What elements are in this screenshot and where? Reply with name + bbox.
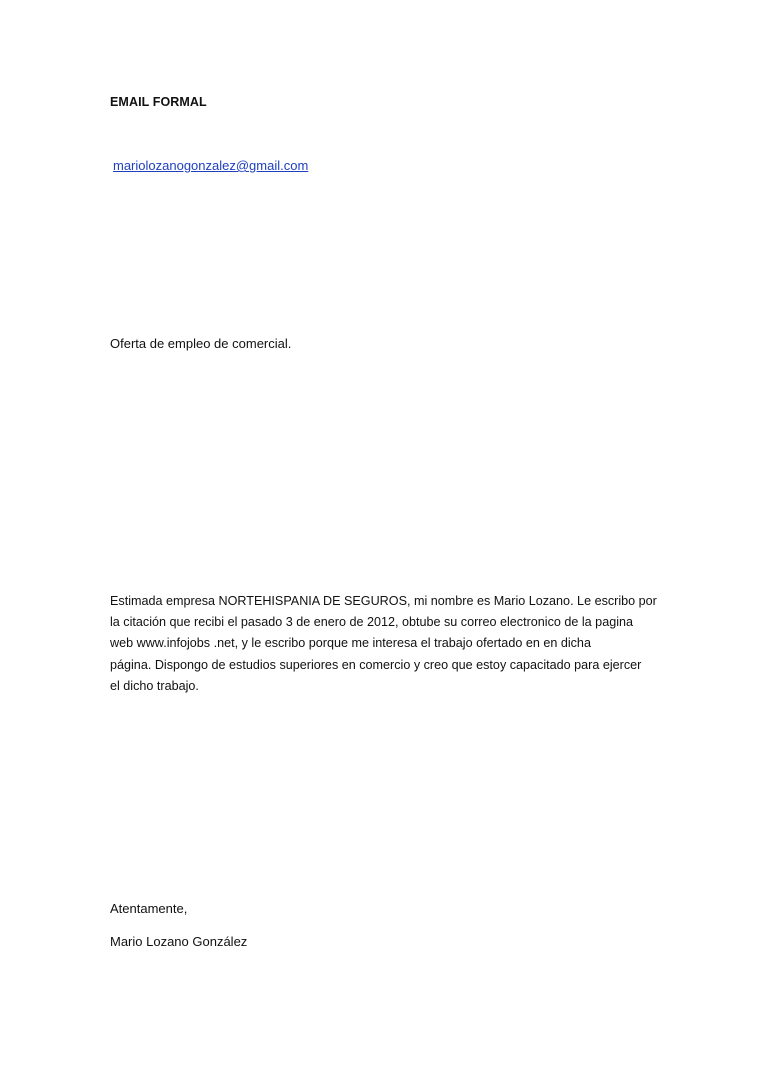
document-title: EMAIL FORMAL — [110, 95, 207, 109]
body-line: la citación que recibi el pasado 3 de enero de 2012, obtube su correo electronico de la pagina — [110, 615, 634, 630]
closing-line: Atentamente, — [110, 901, 188, 916]
body-line: Estimada empresa NORTEHISPANIA DE SEGUROS, mi nombre es Mario Lozano. Le escribo por — [110, 594, 657, 608]
body-line: web www.infojobs .net, y le escribo porque me interesa el trabajo ofertado en en dicha — [110, 636, 591, 651]
email-link[interactable]: mariolozanogonzalez@gmail.com — [113, 158, 309, 173]
body-line: página. Dispongo de estudios superiores en comercio y creo que estoy capacitado para ejercer — [110, 657, 642, 672]
subject-line: Oferta de empleo de comercial. — [110, 336, 292, 351]
signature-name: Mario Lozano González — [110, 934, 248, 949]
message-body — [110, 591, 670, 697]
body-line: el dicho trabajo. — [110, 678, 199, 693]
